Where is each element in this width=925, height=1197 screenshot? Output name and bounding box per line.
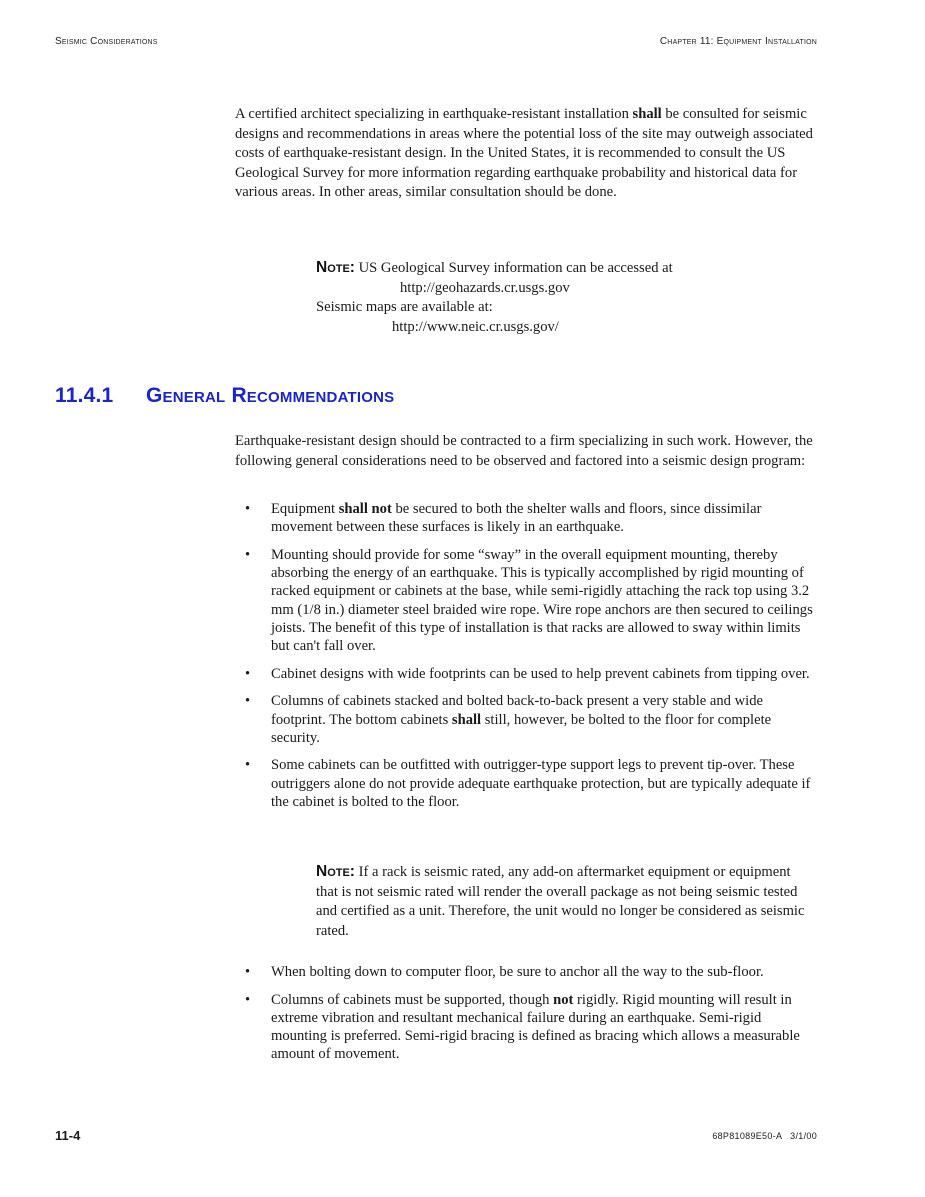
running-header-right: Chapter 11: Equipment Installation: [659, 36, 817, 47]
section-number: 11.4.1: [55, 384, 114, 407]
list-item-bold: shall not: [338, 501, 392, 517]
note-label: Note:: [316, 863, 355, 880]
list-item: [245, 692, 820, 747]
usgs-url-link[interactable]: http://geohazards.cr.usgs.gov: [400, 279, 570, 296]
list-item: [245, 991, 820, 1064]
section-intro-paragraph: Earthquake-resistant design should be contracted to a firm specializing in such work. However, the following general considerations need to be observed and factored into a seismic design program:: [235, 433, 813, 469]
list-item-text-start: Columns of cabinets must be supported, though: [271, 991, 554, 1008]
list-item-text: When bolting down to computer floor, be sure to anchor all the way to the sub-floor.: [271, 964, 764, 980]
note-seismic-rating: [316, 862, 816, 941]
intro-paragraph: [235, 105, 820, 203]
list-item: [245, 500, 820, 536]
list-item-text: Some cabinets can be outfitted with outrigger-type support legs to prevent tip-over. These outriggers alone do not provide adequate earthquake protection, but are typically adequate if the cabinet is bolted to the floor.: [271, 757, 811, 810]
recommendation-list: [245, 500, 820, 821]
list-item-bold: shall: [451, 711, 482, 728]
list-item-text: Cabinet designs with wide footprints can be used to help prevent cabinets from tipping over.: [271, 665, 810, 682]
intro-text-end: be consulted for seismic designs and recommendations in areas where the potential loss of the site may outweigh associated costs of earthquake-resistant design. In the United States, it is recommended to consult the US Geological Survey for more information regarding earthquake probability and historical data for various areas. In other areas, similar consultation should be done.: [235, 106, 813, 200]
section-heading: [55, 384, 394, 408]
list-item: [245, 665, 820, 683]
note-usgs: [316, 258, 816, 337]
note-line-2: Seismic maps are available at:: [316, 299, 493, 315]
bullet-glyph: •: [245, 991, 251, 1008]
document-id: 68P81089E50-A 3/1/00: [712, 1131, 817, 1141]
list-item-text: Mounting should provide for some “sway” in the overall equipment mounting, thereby absorbing the energy of an earthquake. This is typically accomplished by rigid mounting of racked equipment or cabinets at the base, while semi-rigidly attaching the rack top using 3.2 mm (1/8 in.) diameter steel braided wire rope. Wire rope anchors are then secured to ceilings joists. The benefit of this type of installation is that racks are allowed to sway within limits but can't fall over.: [271, 546, 813, 654]
list-item: [245, 963, 820, 981]
page-number: 11-4: [55, 1128, 81, 1143]
running-header-left: Seismic Considerations: [55, 36, 158, 47]
bullet-glyph: •: [245, 501, 251, 517]
note-line-1: US Geological Survey information can be accessed at: [354, 260, 673, 276]
note-label: Note:: [316, 259, 355, 276]
bullet-glyph: •: [245, 757, 251, 774]
list-item-text-end: rigidly. Rigid mounting will result in extreme vibration and resultant mechanical failure during an earthquake. Semi-rigid mounting is preferred. Semi-rigid bracing is defined as bracing which allows a measurable amount of movement.: [271, 991, 800, 1063]
bullet-glyph: •: [245, 546, 251, 563]
intro-text-start: A certified architect specializing in earthquake-resistant installation: [235, 106, 633, 122]
bullet-glyph: •: [245, 693, 251, 710]
list-item-text-end: still, however, be bolted to the floor for complete security.: [271, 711, 772, 746]
list-item-text-end: be secured to both the shelter walls and floors, since dissimilar movement between these surfaces is likely in an earthquake.: [271, 501, 762, 536]
list-item-text-start: Columns of cabinets stacked and bolted back-to-back present a very stable and wide footprint. The bottom cabinets: [271, 693, 763, 728]
intro-bold-shall: shall: [632, 106, 662, 122]
list-item: [245, 756, 820, 811]
note-text: If a rack is seismic rated, any add-on aftermarket equipment or equipment that is not seismic rated will render the overall package as not being seismic tested and certified as a unit. Therefore, the unit would no longer be considered as seismic rated.: [316, 864, 805, 939]
list-item-bold: not: [553, 991, 574, 1008]
list-item-text-start: Equipment: [271, 501, 339, 517]
list-item: [245, 546, 820, 655]
neic-url-link[interactable]: http://www.neic.cr.usgs.gov/: [392, 318, 559, 335]
bullet-glyph: •: [245, 665, 251, 682]
section-title: General Recommendations: [146, 384, 395, 407]
recommendation-list-continued: [245, 963, 820, 1073]
bullet-glyph: •: [245, 964, 251, 980]
